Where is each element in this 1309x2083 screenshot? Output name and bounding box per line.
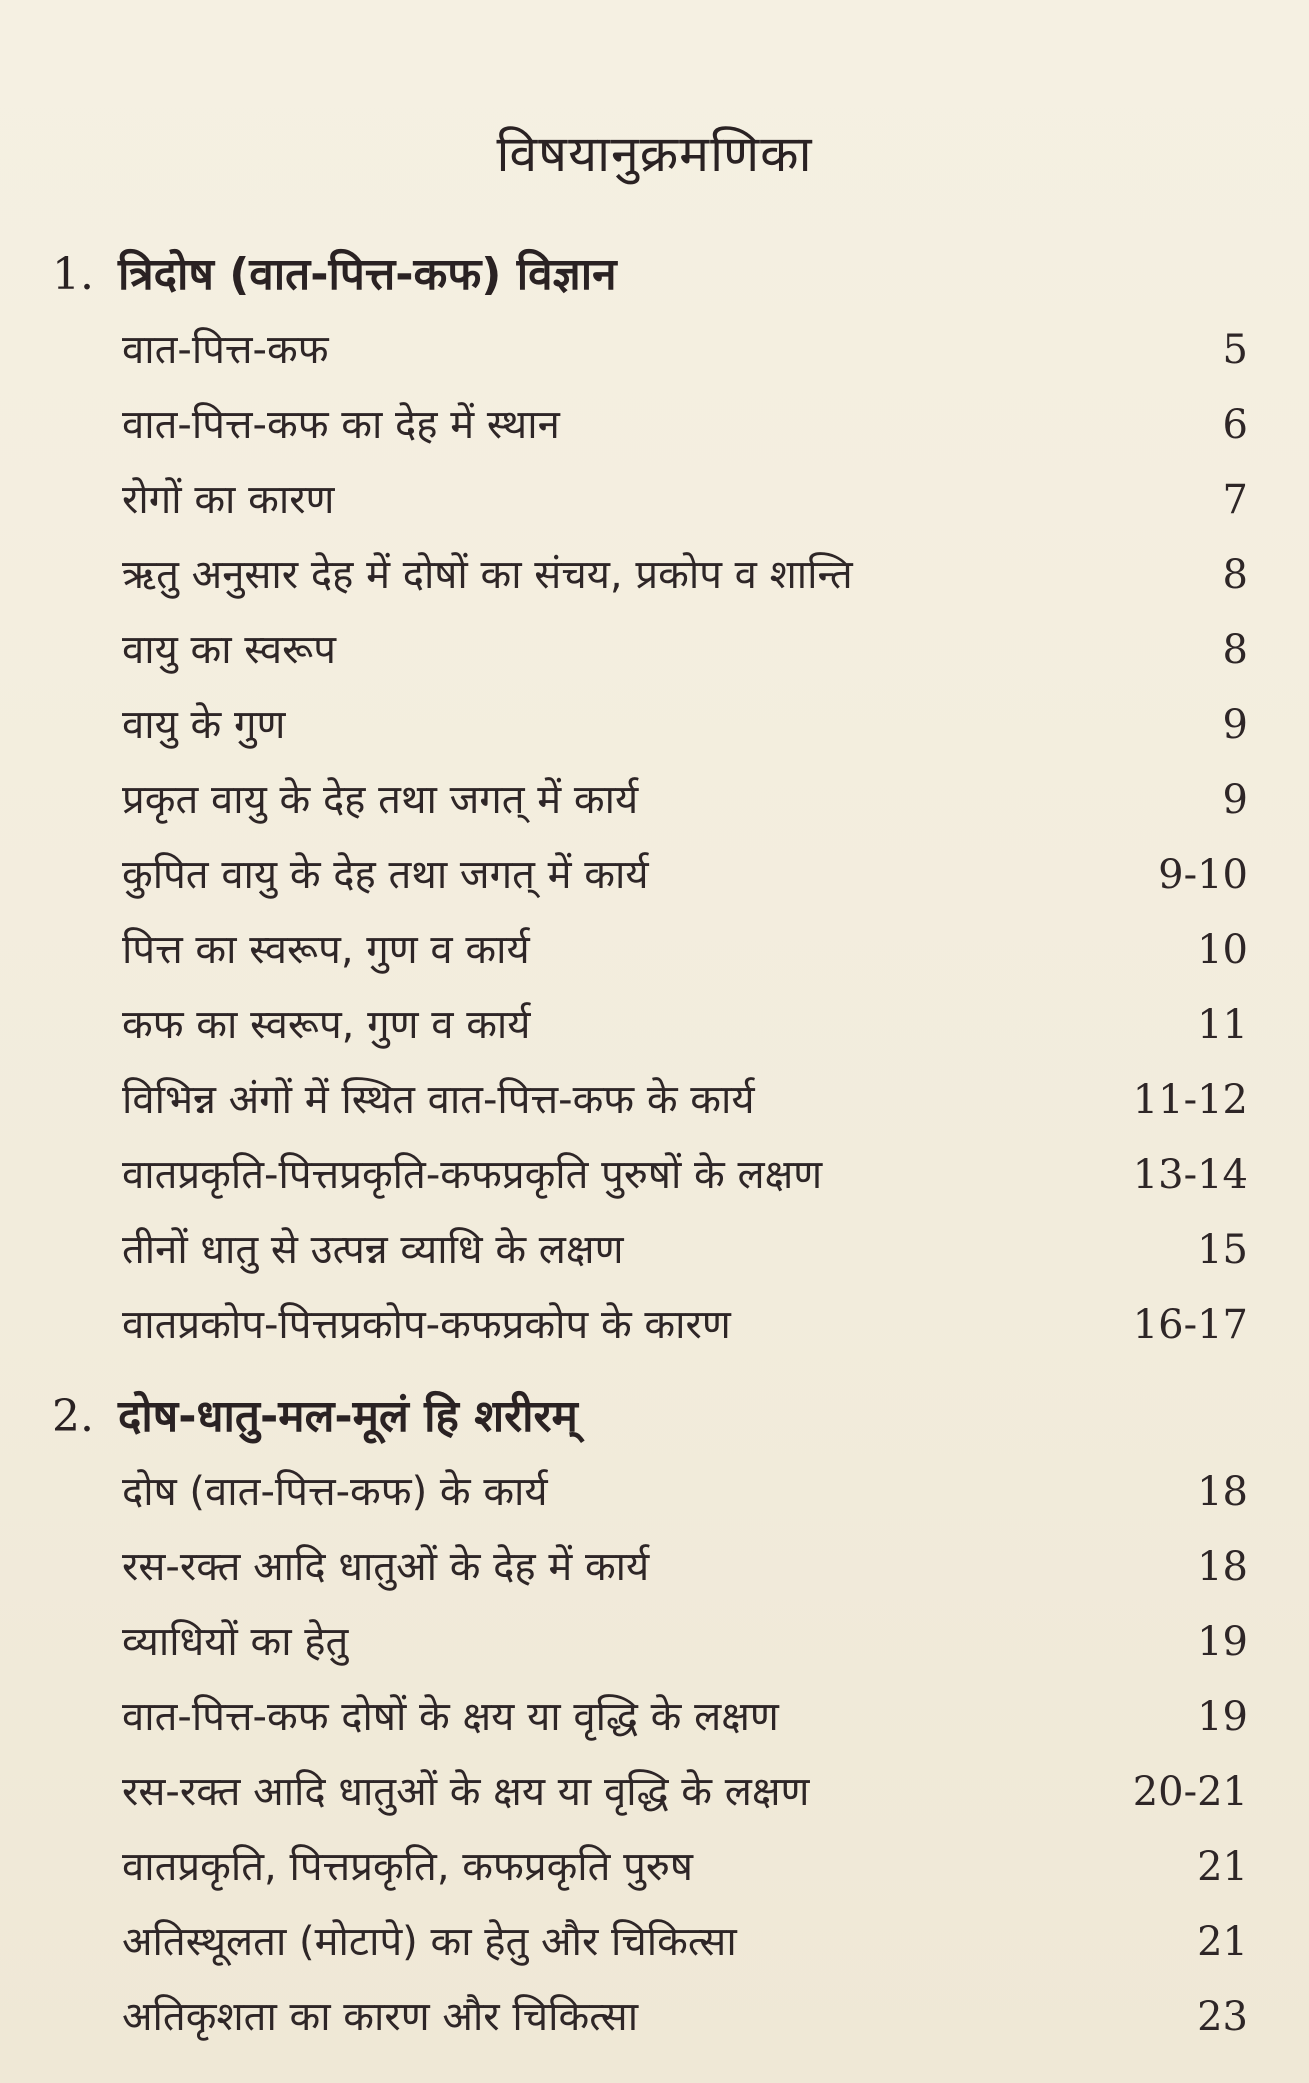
toc-entry <box>122 845 1248 905</box>
toc-entry <box>122 620 1248 680</box>
toc-entry-page: 7 <box>1222 477 1248 523</box>
toc-entry <box>122 920 1248 980</box>
toc-entry <box>122 1295 1248 1355</box>
toc-entry <box>122 1987 1248 2047</box>
toc-entry-text: वात-पित्त-कफ <box>122 327 329 373</box>
toc-entry-page: 13-14 <box>1132 1152 1248 1198</box>
toc-entry-page: 9 <box>1222 702 1248 748</box>
toc-entry <box>122 1762 1248 1822</box>
toc-entry-text: कुपित वायु के देह तथा जगत् में कार्य <box>122 852 649 898</box>
section-number: 1. <box>52 249 94 300</box>
toc-entry-text: अतिस्थूलता (मोटापे) का हेतु और चिकित्सा <box>122 1919 737 1965</box>
page-title: विषयानुक्रमणिका <box>496 125 813 183</box>
section-number: 2. <box>52 1391 94 1442</box>
toc-entry-page: 20-21 <box>1132 1769 1248 1815</box>
toc-entry-page: 9-10 <box>1158 852 1248 898</box>
toc-entry-page: 18 <box>1197 1544 1248 1590</box>
toc-entry-text: वात-पित्त-कफ का देह में स्थान <box>122 402 560 448</box>
toc-entry-text: वातप्रकृति-पित्तप्रकृति-कफप्रकृति पुरुषों के लक्षण <box>122 1152 823 1198</box>
toc-entry-text: वात-पित्त-कफ दोषों के क्षय या वृद्धि के लक्षण <box>122 1694 779 1740</box>
toc-entry-page: 5 <box>1222 327 1248 373</box>
toc-entry-text: वायु के गुण <box>122 702 286 748</box>
toc-entry-page: 23 <box>1197 1994 1248 2040</box>
toc-entry-page: 11-12 <box>1132 1077 1248 1123</box>
toc-entry-text: विभिन्न अंगों में स्थित वात-पित्त-कफ के कार्य <box>122 1077 755 1123</box>
toc-entry-text: व्याधियों का हेतु <box>122 1619 349 1665</box>
toc-entry-page: 21 <box>1197 1844 1248 1890</box>
toc-entry-text: वायु का स्वरूप <box>122 627 336 673</box>
section-heading <box>52 1384 578 1444</box>
toc-entry <box>122 1612 1248 1672</box>
toc-entry <box>122 545 1248 605</box>
toc-entry-text: ऋतु अनुसार देह में दोषों का संचय, प्रकोप व शान्ति <box>122 552 853 598</box>
toc-entry-text: रस-रक्त आदि धातुओं के देह में कार्य <box>122 1544 650 1590</box>
toc-entry-text: तीनों धातु से उत्पन्न व्याधि के लक्षण <box>122 1227 624 1273</box>
toc-entry <box>122 1220 1248 1280</box>
toc-entry <box>122 995 1248 1055</box>
toc-entry <box>122 1912 1248 1972</box>
toc-entry-page: 16-17 <box>1132 1302 1248 1348</box>
toc-entry-text: वातप्रकोप-पित्तप्रकोप-कफप्रकोप के कारण <box>122 1302 731 1348</box>
toc-entry-page: 8 <box>1222 552 1248 598</box>
section-heading <box>52 242 617 302</box>
toc-entry <box>122 695 1248 755</box>
section-title: त्रिदोष (वात-पित्त-कफ) विज्ञान <box>118 249 617 300</box>
toc-entry-text: पित्त का स्वरूप, गुण व कार्य <box>122 927 530 973</box>
toc-entry <box>122 1462 1248 1522</box>
toc-entry-page: 9 <box>1222 777 1248 823</box>
toc-entry-page: 10 <box>1197 927 1248 973</box>
toc-entry-text: रोगों का कारण <box>122 477 335 523</box>
toc-entry-page: 8 <box>1222 627 1248 673</box>
toc-entry-text: वातप्रकृति, पित्तप्रकृति, कफप्रकृति पुरुष <box>122 1844 693 1890</box>
toc-entry-page: 19 <box>1197 1694 1248 1740</box>
toc-entry <box>122 395 1248 455</box>
toc-entry-text: प्रकृत वायु के देह तथा जगत् में कार्य <box>122 777 639 823</box>
toc-entry-page: 6 <box>1222 402 1248 448</box>
toc-entry-page: 18 <box>1197 1469 1248 1515</box>
toc-entry-text: कफ का स्वरूप, गुण व कार्य <box>122 1002 531 1048</box>
toc-entry-text: दोष (वात-पित्त-कफ) के कार्य <box>122 1469 548 1515</box>
toc-entry <box>122 1837 1248 1897</box>
toc-entry-page: 21 <box>1197 1919 1248 1965</box>
toc-entry <box>122 1145 1248 1205</box>
toc-entry <box>122 770 1248 830</box>
toc-entry-page: 19 <box>1197 1619 1248 1665</box>
toc-entry <box>122 470 1248 530</box>
toc-entry-text: रस-रक्त आदि धातुओं के क्षय या वृद्धि के लक्षण <box>122 1769 810 1815</box>
toc-entry-page: 11 <box>1197 1002 1248 1048</box>
toc-entry <box>122 1070 1248 1130</box>
toc-entry-text: अतिकृशता का कारण और चिकित्सा <box>122 1994 639 2040</box>
toc-entry <box>122 1687 1248 1747</box>
toc-entry-page: 15 <box>1197 1227 1248 1273</box>
toc-entry <box>122 320 1248 380</box>
toc-entry <box>122 1537 1248 1597</box>
section-title: दोष-धातु-मल-मूलं हि शरीरम् <box>118 1391 578 1442</box>
